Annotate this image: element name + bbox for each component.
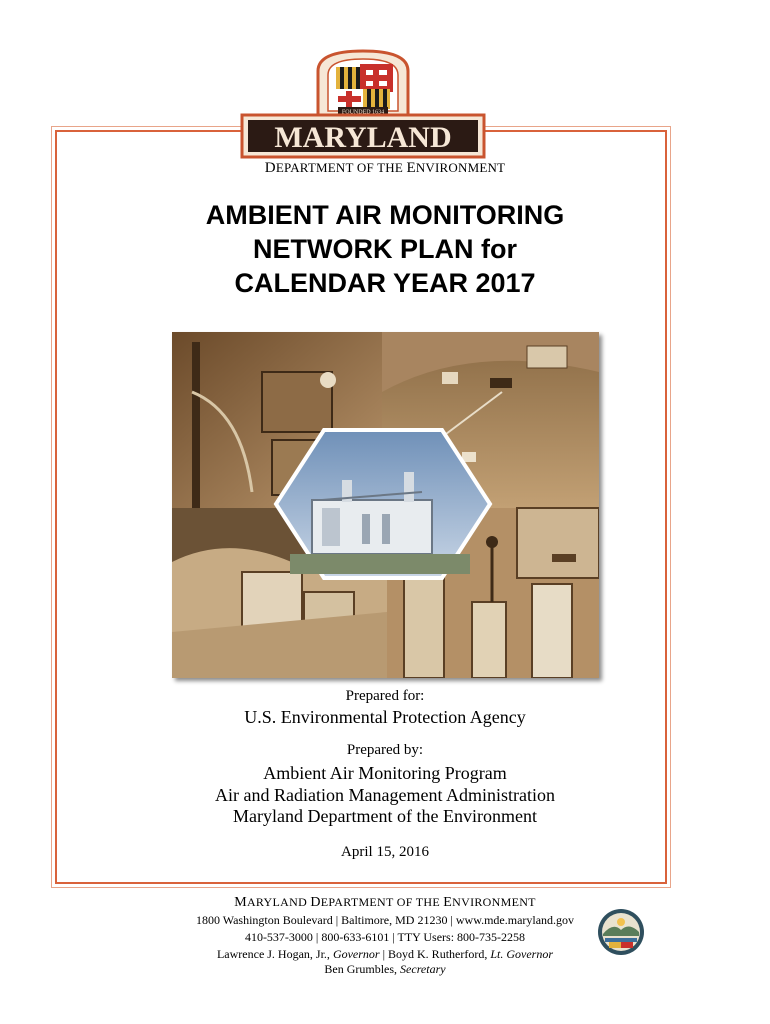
- document-date: April 15, 2016: [341, 844, 429, 860]
- department-line: DEPARTMENT OF THE ENVIRONMENT: [264, 160, 506, 176]
- monitoring-photo-collage: [172, 332, 599, 678]
- prepared-by-line-3: Maryland Department of the Environment: [233, 806, 537, 826]
- footer-address: 1800 Washington Boulevard | Baltimore, MD 21230 | www.mde.maryland.gov: [195, 913, 575, 927]
- footer-phones: 410-537-3000 | 800-633-6101 | TTY Users: 800-735-2258: [244, 930, 526, 944]
- title-line-3: CALENDAR YEAR 2017: [234, 268, 536, 298]
- title-line-2: NETWORK PLAN for: [253, 234, 517, 264]
- prepared-by-line-1: Ambient Air Monitoring Program: [263, 763, 507, 783]
- maryland-wordmark: MARYLAND: [274, 121, 452, 154]
- footer-department-name: MARYLAND DEPARTMENT OF THE ENVIRONMENT: [234, 895, 536, 910]
- prepared-by-label: Prepared by:: [346, 742, 424, 758]
- founded-banner-text: FOUNDED 1634: [341, 109, 385, 116]
- hexagon-shelter-photo: [276, 430, 490, 578]
- document-title: [0, 198, 770, 300]
- maryland-logo: [240, 45, 486, 159]
- prepared-for-value: U.S. Environmental Protection Agency: [244, 707, 526, 727]
- footer-secretary: Ben Grumbles, Secretary: [324, 962, 446, 976]
- mde-seal-icon: [597, 908, 645, 956]
- prepared-for-label: Prepared for:: [345, 688, 425, 704]
- prepared-by-line-2: Air and Radiation Management Administration: [215, 785, 555, 805]
- title-line-1: AMBIENT AIR MONITORING: [205, 200, 565, 230]
- footer-officials: Lawrence J. Hogan, Jr., Governor | Boyd K. Rutherford, Lt. Governor: [216, 947, 554, 961]
